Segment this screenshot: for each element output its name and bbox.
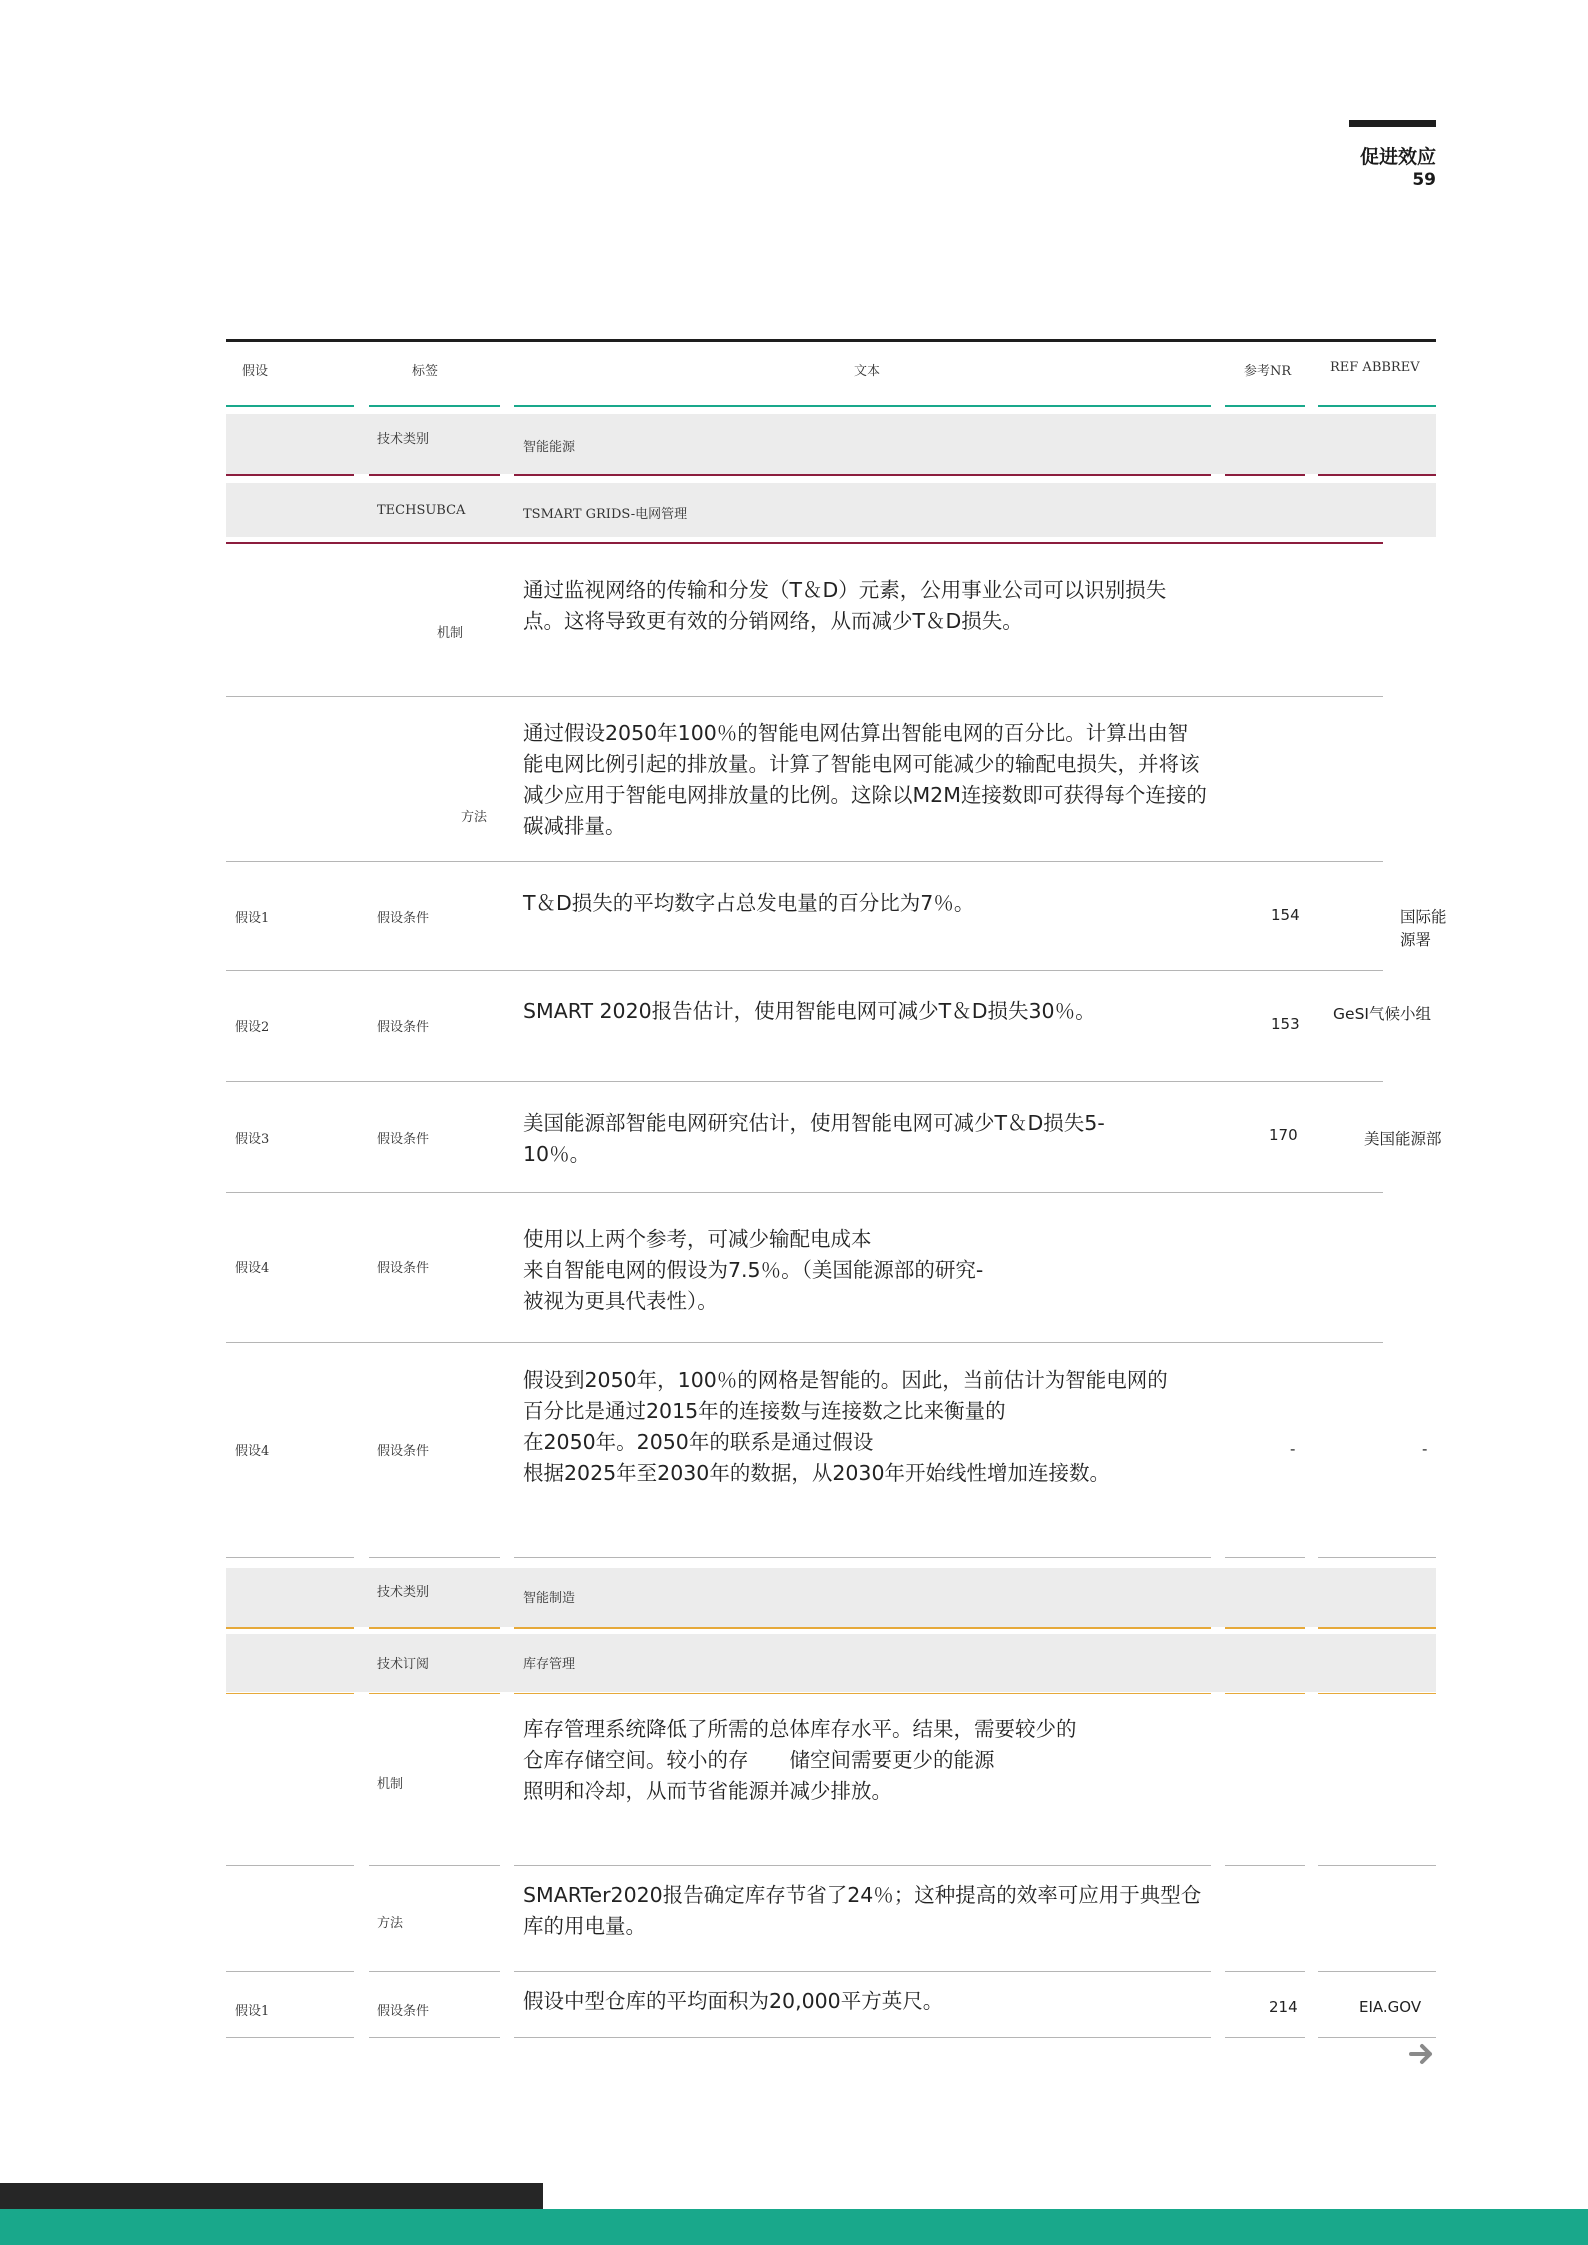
- tag-label: 假设条件: [377, 1132, 430, 1147]
- category-underline: [1318, 474, 1436, 476]
- method-label: 方法: [461, 810, 488, 825]
- ref-abbrev: 美国能源部: [1364, 1130, 1442, 1148]
- row-divider: [514, 2037, 1211, 2038]
- category-label: 技术类别: [377, 1585, 430, 1600]
- row-text: SMART 2020报告估计，使用智能电网可减少T＆D损失30％。: [523, 999, 1096, 1023]
- category-label: 技术类别: [377, 432, 430, 447]
- row-divider: [1225, 1865, 1305, 1866]
- tag-label: 假设条件: [377, 1444, 430, 1459]
- row-text: 美国能源部智能电网研究估计，使用智能电网可减少T＆D损失5-10％。: [523, 1111, 1105, 1166]
- subcategory-underline: [369, 1693, 500, 1694]
- column-header-text: 文本: [854, 364, 881, 379]
- row-text: 假设中型仓库的平均面积为20,000平方英尺。: [523, 1989, 944, 2013]
- hypothesis-label: 假设4: [235, 1444, 270, 1459]
- row-divider: [226, 1971, 354, 1972]
- column-header-ref-nr: 参考NR: [1244, 364, 1292, 379]
- row-text: 假设到2050年，100％的网格是智能的。因此，当前估计为智能电网的百分比是通过2015年的连接数与连接数之比来衡量的 在2050年。2050年的联系是通过假设 根据2025年至2030年的数据，从2030年开始线性增加连接数。: [523, 1368, 1168, 1485]
- ref-abbrev: -: [1422, 1440, 1428, 1458]
- footer-teal-bar: [0, 2209, 1588, 2245]
- mechanism-text: 库存管理系统降低了所需的总体库存水平。结果，需要较少的 仓库存储空间。较小的存 储空间需要更少的能源 照明和冷却，从而节省能源并减少排放。: [523, 1717, 1077, 1803]
- row-divider: [369, 1971, 500, 1972]
- subcategory-underline: [514, 1693, 1211, 1694]
- row-divider: [369, 1557, 500, 1558]
- subcategory-label: TECHSUBCA: [377, 503, 466, 518]
- row-divider: [1225, 1557, 1305, 1558]
- row-divider: [514, 1971, 1211, 1972]
- hypothesis-label: 假设4: [235, 1261, 270, 1276]
- row-divider: [1318, 1865, 1436, 1866]
- category-underline: [226, 1627, 354, 1629]
- category-underline: [226, 474, 354, 476]
- table-top-rule: [226, 339, 1436, 342]
- row-text: T＆D损失的平均数字占总发电量的百分比为7％。: [523, 891, 975, 915]
- category-underline: [514, 474, 1211, 476]
- tag-label: 假设条件: [377, 1020, 430, 1035]
- section-title: 促进效应: [1359, 146, 1436, 168]
- row-divider: [226, 696, 1383, 697]
- footer-dark-bar: [0, 2183, 543, 2209]
- row-divider: [1318, 2037, 1436, 2038]
- ref-number: 154: [1271, 906, 1300, 924]
- row-divider: [226, 861, 1383, 862]
- mechanism-label: 机制: [437, 626, 464, 641]
- column-header-ref-abbrev: REF ABBREV: [1330, 360, 1420, 375]
- category-underline: [1225, 474, 1305, 476]
- category-underline: [369, 474, 500, 476]
- category-value: 智能能源: [523, 440, 576, 455]
- subcategory-label: 技术订阅: [377, 1657, 430, 1672]
- page-number: 59: [1412, 170, 1436, 190]
- row-divider: [226, 2037, 354, 2038]
- column-underline: [226, 405, 354, 407]
- header-rule: [1349, 120, 1436, 127]
- method-label: 方法: [377, 1916, 404, 1931]
- column-underline: [369, 405, 500, 407]
- arrow-right-icon[interactable]: [1408, 2040, 1436, 2068]
- ref-abbrev: EIA.GOV: [1359, 1998, 1422, 2016]
- hypothesis-label: 假设1: [235, 911, 270, 926]
- category-value: 智能制造: [523, 1591, 576, 1606]
- ref-number: 170: [1269, 1126, 1298, 1144]
- subcategory-underline: [1225, 1693, 1305, 1694]
- method-text: SMARTer2020报告确定库存节省了24％；这种提高的效率可应用于典型仓库的用电量。: [523, 1883, 1202, 1938]
- ref-abbrev: GeSI气候小组: [1333, 1005, 1431, 1023]
- ref-abbrev: 国际能源署: [1400, 908, 1447, 949]
- row-divider: [226, 1865, 354, 1866]
- subcategory-underline: [1318, 1693, 1436, 1694]
- column-underline: [1225, 405, 1305, 407]
- category-underline: [514, 1627, 1211, 1629]
- column-header-tag: 标签: [412, 364, 439, 379]
- row-divider: [226, 970, 1383, 971]
- row-divider: [226, 1081, 1383, 1082]
- row-text: 使用以上两个参考，可减少输配电成本 来自智能电网的假设为7.5％。（美国能源部的研究- 被视为更具代表性）。: [523, 1227, 984, 1313]
- tag-label: 假设条件: [377, 911, 430, 926]
- row-divider: [1318, 1557, 1436, 1558]
- row-divider: [369, 1865, 500, 1866]
- row-divider: [1318, 1971, 1436, 1972]
- row-divider: [226, 1557, 354, 1558]
- subcategory-underline: [226, 1693, 354, 1694]
- ref-number: 214: [1269, 1998, 1298, 2016]
- tag-label: 假设条件: [377, 2004, 430, 2019]
- mechanism-label: 机制: [377, 1777, 404, 1792]
- row-divider: [514, 1557, 1211, 1558]
- row-divider: [1225, 1971, 1305, 1972]
- method-text: 通过假设2050年100％的智能电网估算出智能电网的百分比。计算出由智能电网比例引起的排放量。计算了智能电网可能减少的输配电损失，并将该减少应用于智能电网排放量的比例。这除以M2M连接数即可获得每个连接的碳减排量。: [523, 721, 1207, 838]
- row-divider: [226, 1342, 1383, 1343]
- row-divider: [1225, 2037, 1305, 2038]
- hypothesis-label: 假设2: [235, 1020, 270, 1035]
- category-underline: [1225, 1627, 1305, 1629]
- ref-number: 153: [1271, 1015, 1300, 1033]
- row-divider: [226, 1192, 1383, 1193]
- column-underline: [514, 405, 1211, 407]
- mechanism-text: 通过监视网络的传输和分发（T＆D）元素，公用事业公司可以识别损失点。这将导致更有效的分销网络，从而减少T＆D损失。: [523, 578, 1167, 633]
- category-underline: [369, 1627, 500, 1629]
- tag-label: 假设条件: [377, 1261, 430, 1276]
- category-underline: [1318, 1627, 1436, 1629]
- column-header-hypothesis: 假设: [242, 364, 269, 379]
- subcategory-value: 库存管理: [523, 1657, 576, 1672]
- row-divider: [369, 2037, 500, 2038]
- column-underline: [1318, 405, 1436, 407]
- subcategory-value: TSMART GRIDS-电网管理: [523, 507, 688, 522]
- row-divider: [514, 1865, 1211, 1866]
- hypothesis-label: 假设1: [235, 2004, 270, 2019]
- ref-number: -: [1290, 1440, 1296, 1458]
- hypothesis-label: 假设3: [235, 1132, 270, 1147]
- subcategory-underline: [226, 542, 1383, 544]
